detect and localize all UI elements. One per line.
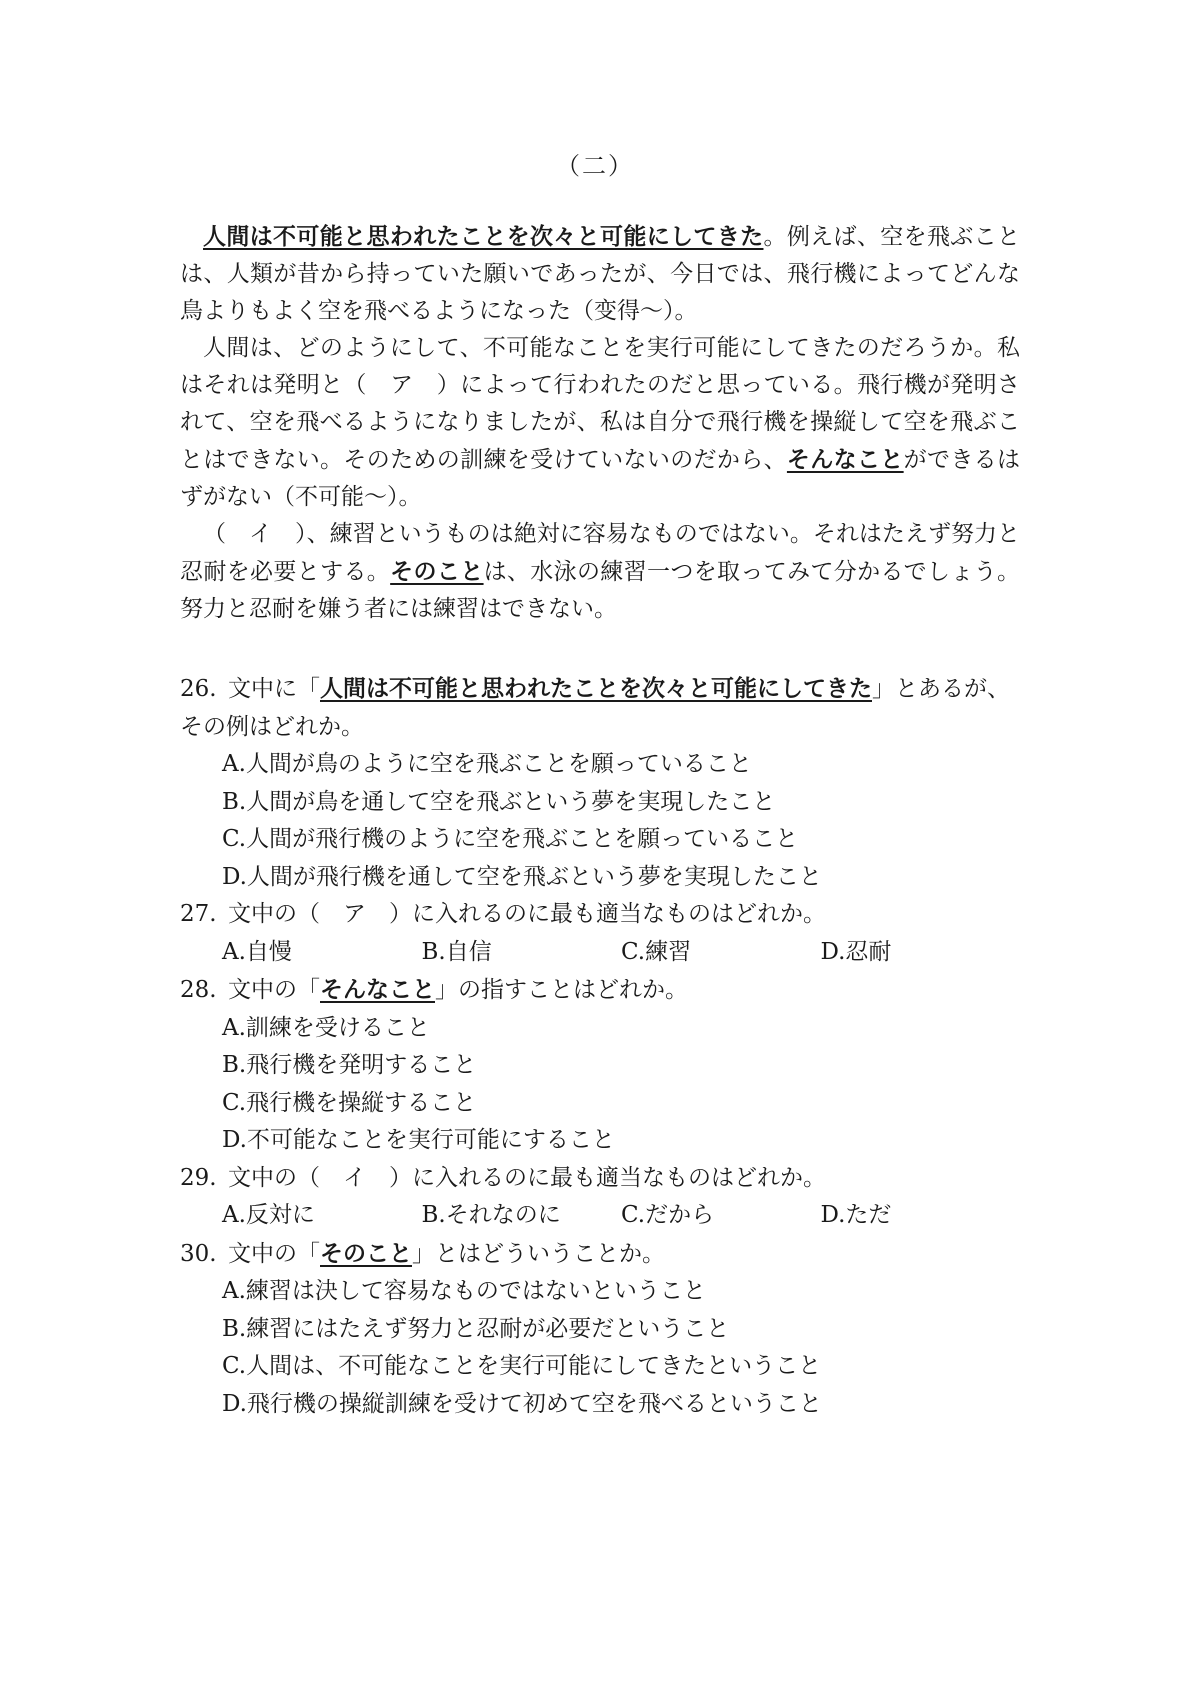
question-number: 27. [180, 901, 217, 927]
question-26 [180, 670, 1020, 896]
question-stem [180, 971, 1020, 1010]
stem-text: 」とあるが、その例はどれか。 [180, 676, 1010, 740]
passage-text: 。例えば、空を飛ぶことは、人類が昔から持っていた願いであったが、今日では、飛行機によってどんな鳥よりもよく空を飛べるようになった（变得～）。 [180, 224, 1021, 324]
question-27 [180, 896, 1020, 971]
underlined-phrase-2: そんなこと [786, 446, 904, 473]
option-b[interactable]: B.それなのに [421, 1202, 561, 1228]
question-30 [180, 1235, 1020, 1424]
option-a[interactable]: A.自慢 [222, 938, 292, 965]
option-c[interactable]: C.飛行機を操縦すること [222, 1089, 477, 1116]
passage-paragraph-1 [180, 218, 1020, 330]
passage-text: 人間は、どのようにして、不可能なことを実行可能にしてきたのだろうか。私はそれは発明と（ ア ）によって行われたのだと思っている。飛行機が発明されて、空を飛べるようになりましたが、私は自分で飛行機を操縦して空を飛ぶことはできない。そのための訓練を受けていないのだから、 [180, 335, 1020, 473]
stem-text: 」の指すことはどれか。 [435, 977, 688, 1003]
question-number: 26. [180, 676, 217, 702]
stem-text: 文中の「 [228, 1240, 320, 1267]
inline-options [180, 1197, 1020, 1235]
underlined-phrase-3: そのこと [390, 558, 484, 585]
option-d[interactable]: D.飛行機の操縦訓練を受けて初めて空を飛べるということ [222, 1390, 822, 1417]
passage-text: ができるはずがない（不可能～）。 [180, 447, 1021, 510]
option-a[interactable]: A.訓練を受けること [222, 1014, 430, 1041]
passage-text: （ イ ）、練習というものは絶対に容易なものではない。それはたえず努力と忍耐を必要とする。 [180, 521, 1020, 585]
passage-text: は、水泳の練習一つを取ってみて分かるでしょう。努力と忍耐を嫌う者には練習はできない。 [180, 559, 1021, 622]
option-d[interactable]: D.忍耐 [820, 938, 892, 965]
option-a[interactable]: A.人間が鳥のように空を飛ぶことを願っていること [222, 751, 752, 777]
option-b[interactable]: B.練習にはたえず努力と忍耐が必要だということ [222, 1315, 730, 1342]
option-b[interactable]: B.人間が鳥を通して空を飛ぶという夢を実現したこと [222, 788, 776, 815]
inline-options [180, 934, 1020, 972]
stem-underlined: 人間は不可能と思われたことを次々と可能にしてきた [320, 675, 872, 702]
question-number: 30. [180, 1240, 217, 1267]
question-stem [180, 1160, 1020, 1198]
question-stem [180, 670, 1020, 746]
option-b[interactable]: B.飛行機を発明すること [222, 1052, 477, 1078]
underlined-phrase-1: 人間は不可能と思われたことを次々と可能にしてきた [203, 223, 764, 250]
question-29 [180, 1160, 1020, 1235]
section-title: （二） [556, 152, 634, 180]
question-stem [180, 1235, 1020, 1274]
option-d[interactable]: D.ただ [820, 1202, 892, 1228]
question-list [180, 670, 1020, 1423]
stem-underlined: そんなこと [320, 976, 435, 1003]
reading-passage [180, 218, 1020, 628]
option-c[interactable]: C.練習 [621, 938, 692, 965]
option-b[interactable]: B.自信 [421, 938, 492, 965]
passage-paragraph-2 [180, 330, 1020, 516]
stem-text: 」とはどういうことか。 [412, 1240, 665, 1267]
stem-text: 文中の（ ア ）に入れるのに最も適当なものはどれか。 [228, 901, 826, 927]
option-c[interactable]: C.だから [621, 1202, 715, 1228]
option-c[interactable]: C.人間は、不可能なことを実行可能にしてきたということ [222, 1353, 822, 1379]
option-a[interactable]: A.練習は決して容易なものではないということ [222, 1278, 706, 1304]
question-number: 29. [180, 1164, 217, 1191]
stem-text: 文中の（ イ ）に入れるのに最も適当なものはどれか。 [228, 1164, 826, 1191]
question-number: 28. [180, 977, 217, 1003]
stem-underlined: そのこと [320, 1239, 412, 1267]
option-a[interactable]: A.反対に [222, 1202, 315, 1228]
option-d[interactable]: D.人間が飛行機を通して空を飛ぶという夢を実現したこと [222, 863, 822, 890]
option-d[interactable]: D.不可能なことを実行可能にすること [222, 1127, 615, 1153]
stem-text: 文中の「 [228, 977, 320, 1003]
option-c[interactable]: C.人間が飛行機のように空を飛ぶことを願っていること [222, 826, 799, 852]
stem-text: 文中に「 [228, 676, 320, 702]
question-28 [180, 971, 1020, 1160]
passage-paragraph-3 [180, 516, 1020, 628]
question-stem [180, 896, 1020, 934]
